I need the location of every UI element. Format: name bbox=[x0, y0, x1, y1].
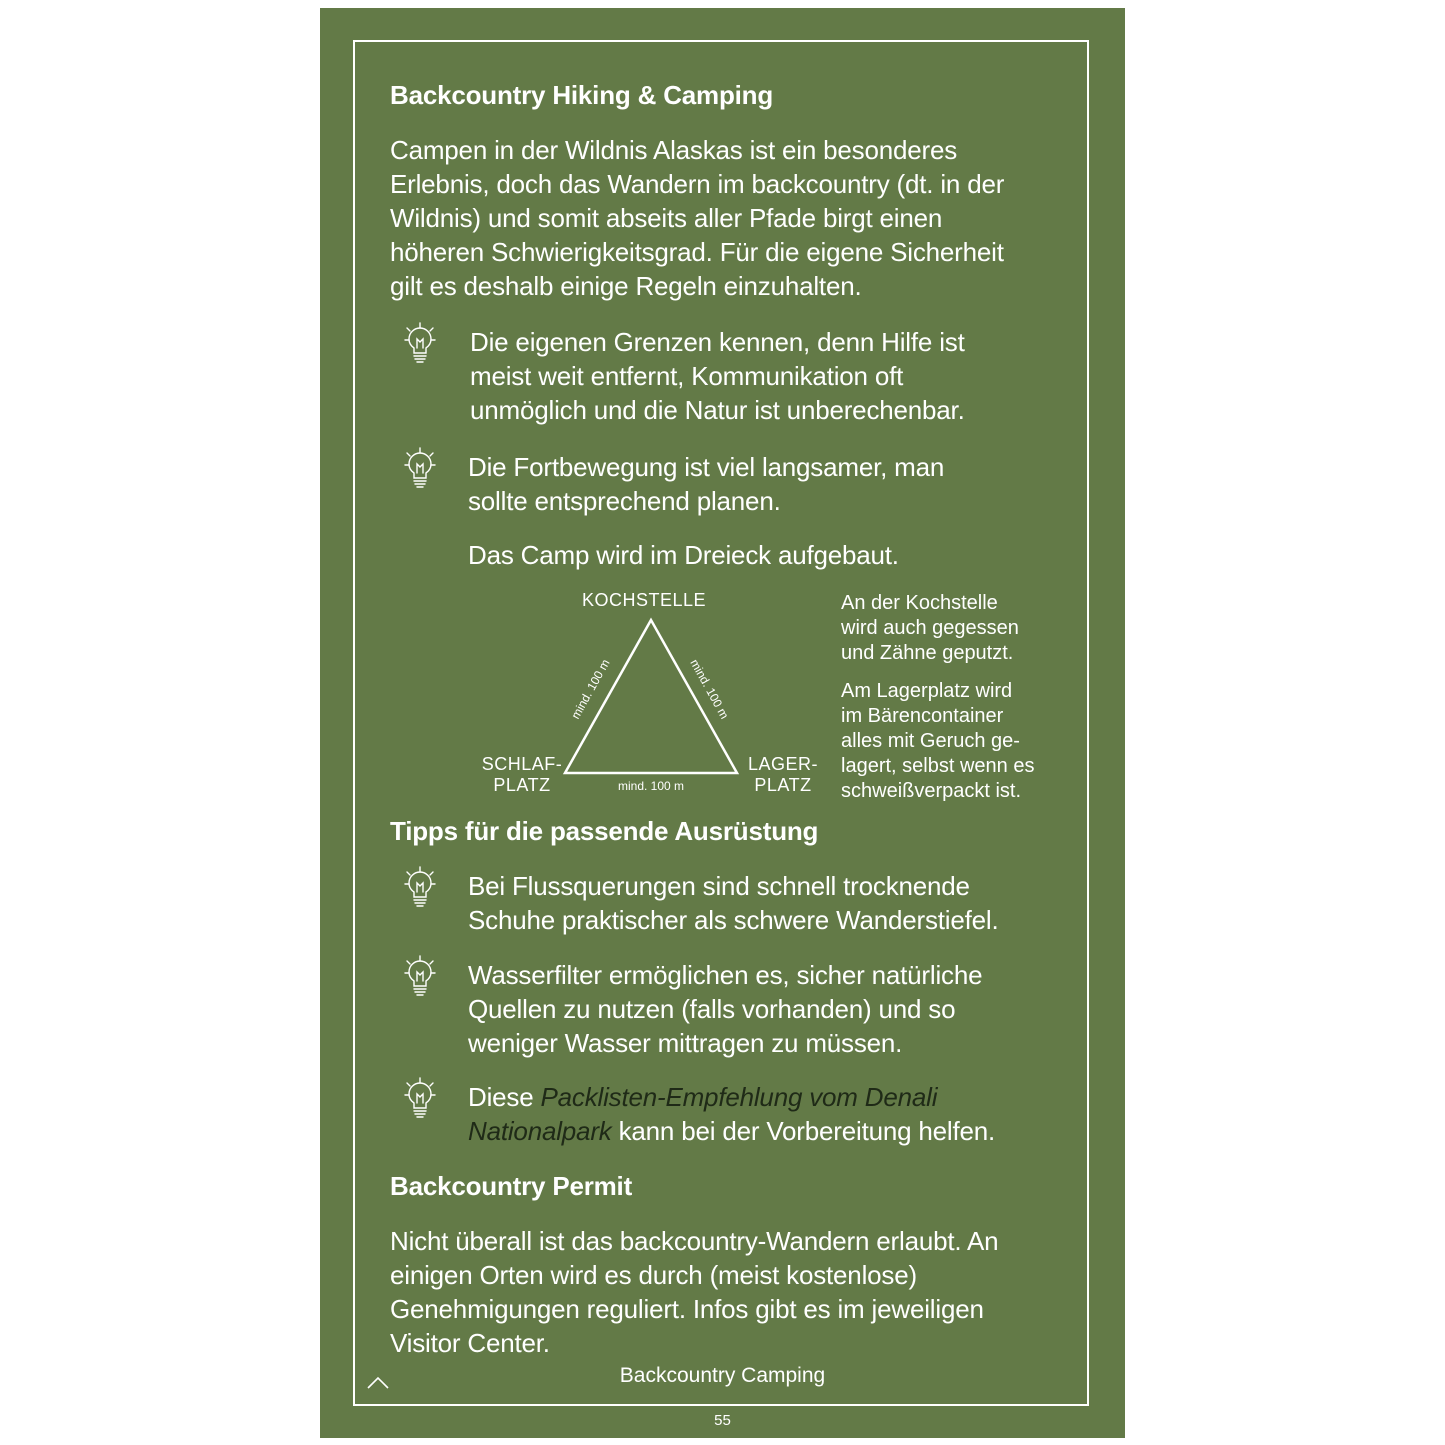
section-heading-tips: Tipps für die passende Ausrüstung bbox=[390, 816, 819, 846]
text-line: Campen in der Wildnis Alaskas ist ein besonderes bbox=[390, 135, 958, 165]
text-line: Bei Flussquerungen sind schnell trocknende bbox=[468, 871, 970, 901]
diagram-label-schlafplatz bbox=[472, 754, 572, 796]
text-line: und Zähne geputzt. bbox=[841, 642, 1014, 664]
text-line: wird auch gegessen bbox=[841, 617, 1019, 639]
diagram-label-lagerplatz bbox=[738, 754, 828, 796]
edge-label-right: mind. 100 m bbox=[687, 656, 732, 722]
lightbulb-icon bbox=[400, 953, 440, 997]
label-line: PLATZ bbox=[493, 775, 551, 795]
side-note-kochstelle bbox=[841, 591, 1019, 666]
lightbulb-icon bbox=[400, 445, 440, 489]
text-line: schweißverpackt ist. bbox=[841, 780, 1022, 802]
side-note-lagerplatz bbox=[841, 679, 1034, 804]
label-line: PLATZ bbox=[754, 775, 812, 795]
tip-item bbox=[468, 1080, 995, 1148]
packlist-link[interactable]: Packlisten-Empfehlung vom Denali bbox=[540, 1082, 938, 1112]
text-line: Quellen zu nutzen (falls vorhanden) und so bbox=[468, 994, 956, 1024]
tip-item bbox=[468, 958, 982, 1060]
lightbulb-icon bbox=[400, 320, 440, 364]
edge-label-bottom: mind. 100 m bbox=[617, 779, 685, 793]
text-line: unmöglich und die Natur ist unberechenbar. bbox=[470, 395, 965, 425]
text-line: Genehmigungen reguliert. Infos gibt es im jeweiligen bbox=[390, 1294, 984, 1324]
tip-text: kann bei der Vorbereitung helfen. bbox=[611, 1116, 996, 1146]
section-heading-hiking: Backcountry Hiking & Camping bbox=[390, 80, 774, 110]
text-line: Wildnis) und somit abseits aller Pfade birgt einen bbox=[390, 203, 943, 233]
text-line: lagert, selbst wenn es bbox=[841, 755, 1035, 777]
text-line: Die Fortbewegung ist viel langsamer, man bbox=[468, 452, 945, 482]
diagram-label-kochstelle: KOCHSTELLE bbox=[582, 590, 707, 610]
text-line: im Bärencontainer bbox=[841, 705, 1004, 727]
text-line: Nicht überall ist das backcountry-Wandern erlaubt. An bbox=[390, 1226, 999, 1256]
lightbulb-icon bbox=[400, 864, 440, 908]
rule-item bbox=[468, 450, 944, 518]
footer-title: Backcountry Camping bbox=[619, 1364, 826, 1387]
label-line: SCHLAF- bbox=[481, 754, 563, 774]
text-line: Die eigenen Grenzen kennen, denn Hilfe ist bbox=[470, 327, 965, 357]
edge-label-left: mind. 100 m bbox=[568, 656, 613, 722]
text-line: Wasserfilter ermöglichen es, sicher natürliche bbox=[468, 960, 983, 990]
guide-page bbox=[320, 8, 1125, 1438]
camp-line: Das Camp wird im Dreieck aufgebaut. bbox=[468, 540, 899, 570]
text-line: sollte entsprechend planen. bbox=[468, 486, 781, 516]
page-number: 55 bbox=[714, 1412, 731, 1429]
text-line: höheren Schwierigkeitsgrad. Für die eigene Sicherheit bbox=[390, 237, 1004, 267]
tip-item bbox=[468, 869, 999, 937]
text-line: An der Kochstelle bbox=[841, 592, 998, 614]
rule-item bbox=[470, 325, 965, 427]
text-line: meist weit entfernt, Kommunikation oft bbox=[470, 361, 904, 391]
permit-paragraph bbox=[390, 1224, 998, 1360]
text-line: weniger Wasser mittragen zu müssen. bbox=[468, 1028, 903, 1058]
text-line: Schuhe praktischer als schwere Wanderstiefel. bbox=[468, 905, 999, 935]
camp-triangle-diagram bbox=[560, 613, 740, 793]
section-heading-permit: Backcountry Permit bbox=[390, 1171, 633, 1201]
lightbulb-icon bbox=[400, 1075, 440, 1119]
label-line: LAGER- bbox=[747, 754, 819, 774]
intro-paragraph bbox=[390, 133, 1004, 303]
text-line: einigen Orten wird es durch (meist kostenlose) bbox=[390, 1260, 917, 1290]
text-line: alles mit Geruch ge- bbox=[841, 730, 1020, 752]
tip-text: Diese bbox=[468, 1082, 541, 1112]
packlist-link[interactable]: Nationalpark bbox=[468, 1116, 612, 1146]
text-line: Erlebnis, doch das Wandern im backcountry (dt. in der bbox=[390, 169, 1005, 199]
text-line: gilt es deshalb einige Regeln einzuhalten. bbox=[390, 271, 862, 301]
text-line: Visitor Center. bbox=[390, 1328, 550, 1358]
text-line: Am Lagerplatz wird bbox=[841, 680, 1013, 702]
